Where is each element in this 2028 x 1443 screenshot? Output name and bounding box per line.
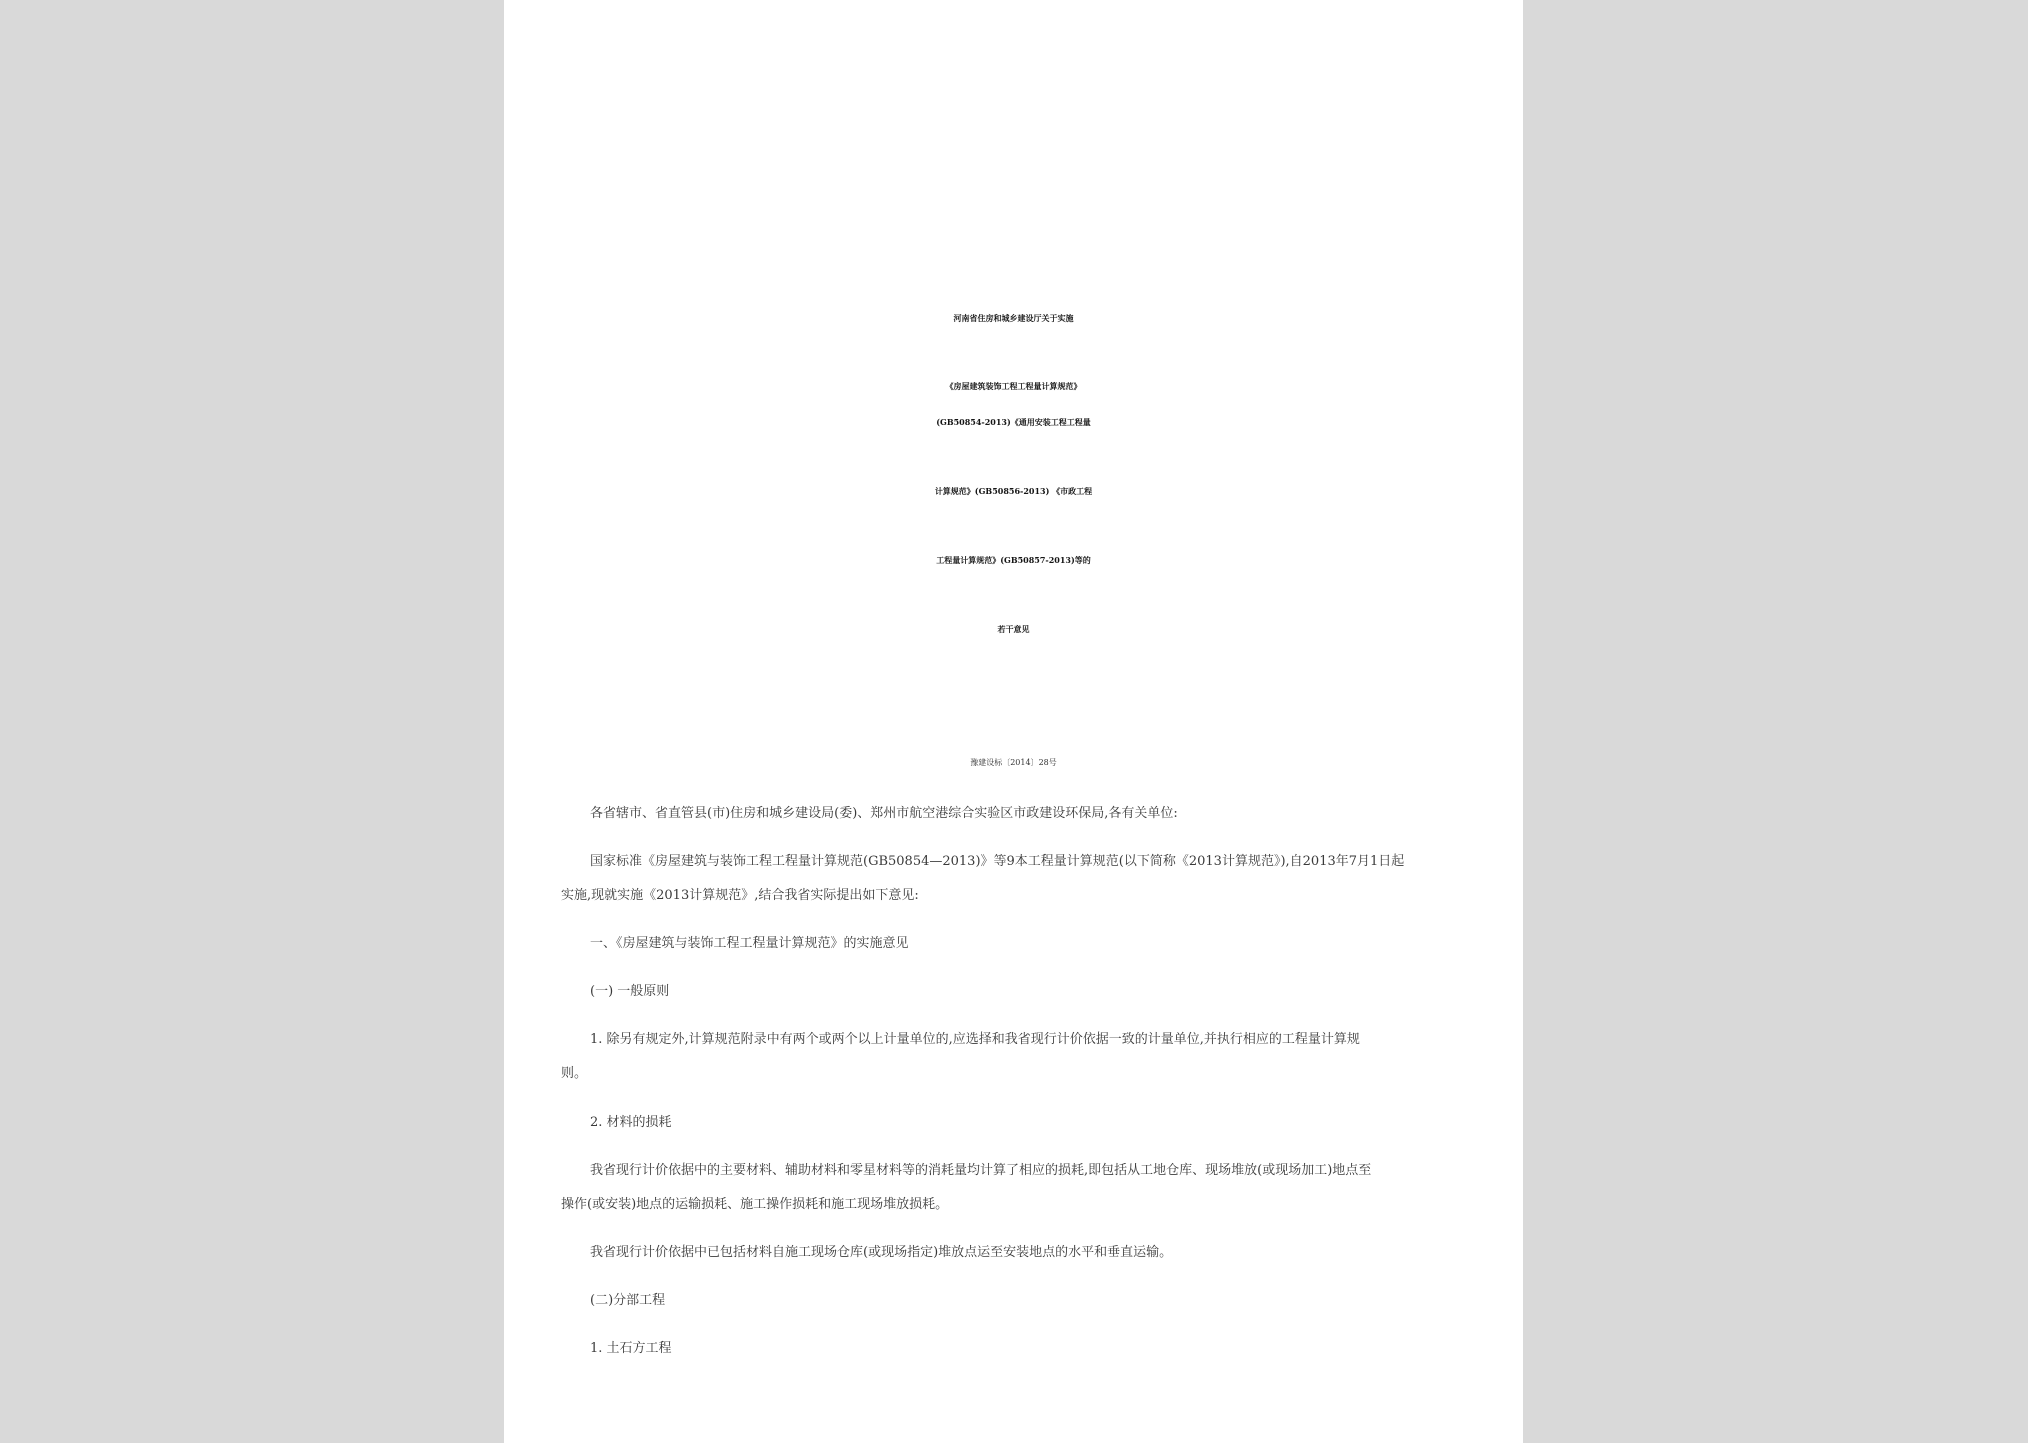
body-paragraph: 我省现行计价依据中的主要材料、辅助材料和零星材料等的消耗量均计算了相应的损耗,即包括从工地仓库、现场堆放(或现场加工)地点至 <box>590 1163 1372 1178</box>
body-paragraph: 则。 <box>561 1066 588 1081</box>
title-line-1: 河南省住房和城乡建设厅关于实施 <box>953 313 1074 323</box>
item-heading: 2. 材料的损耗 <box>590 1115 672 1130</box>
body-paragraph: 国家标准《房屋建筑与装饰工程工程量计算规范(GB50854—2013)》等9本工程量计算规范(以下简称《2013计算规范》),自2013年7月1日起 <box>590 854 1405 869</box>
body-paragraph: 操作(或安装)地点的运输损耗、施工操作损耗和施工现场堆放损耗。 <box>561 1197 949 1212</box>
body-paragraph: 我省现行计价依据中已包括材料自施工现场仓库(或现场指定)堆放点运至安装地点的水平和垂直运输。 <box>590 1245 1173 1260</box>
title-line-3: (GB50854-2013)《通用安装工程工程量 <box>936 417 1091 427</box>
body-paragraph: 各省辖市、省直管县(市)住房和城乡建设局(委)、郑州市航空港综合实验区市政建设环保局,各有关单位: <box>590 806 1178 821</box>
subsection-heading: (二)分部工程 <box>590 1293 666 1308</box>
document-number: 豫建设标〔2014〕28号 <box>970 758 1057 767</box>
subsection-heading: (一) 一般原则 <box>590 984 670 999</box>
item-heading: 1. 土石方工程 <box>590 1341 672 1356</box>
section-heading: 一、《房屋建筑与装饰工程工程量计算规范》的实施意见 <box>590 936 909 951</box>
body-paragraph: 1. 除另有规定外,计算规范附录中有两个或两个以上计量单位的,应选择和我省现行计价依据一致的计量单位,并执行相应的工程量计算规 <box>590 1032 1360 1047</box>
title-line-4: 计算规范》(GB50856-2013) 《市政工程 <box>934 486 1093 496</box>
document-page <box>504 0 1523 1443</box>
title-line-5: 工程量计算规范》(GB50857-2013)等的 <box>936 555 1091 565</box>
title-line-2: 《房屋建筑装饰工程工程量计算规范》 <box>945 381 1082 391</box>
body-paragraph: 实施,现就实施《2013计算规范》,结合我省实际提出如下意见: <box>561 888 919 903</box>
title-line-6: 若干意见 <box>997 624 1030 634</box>
